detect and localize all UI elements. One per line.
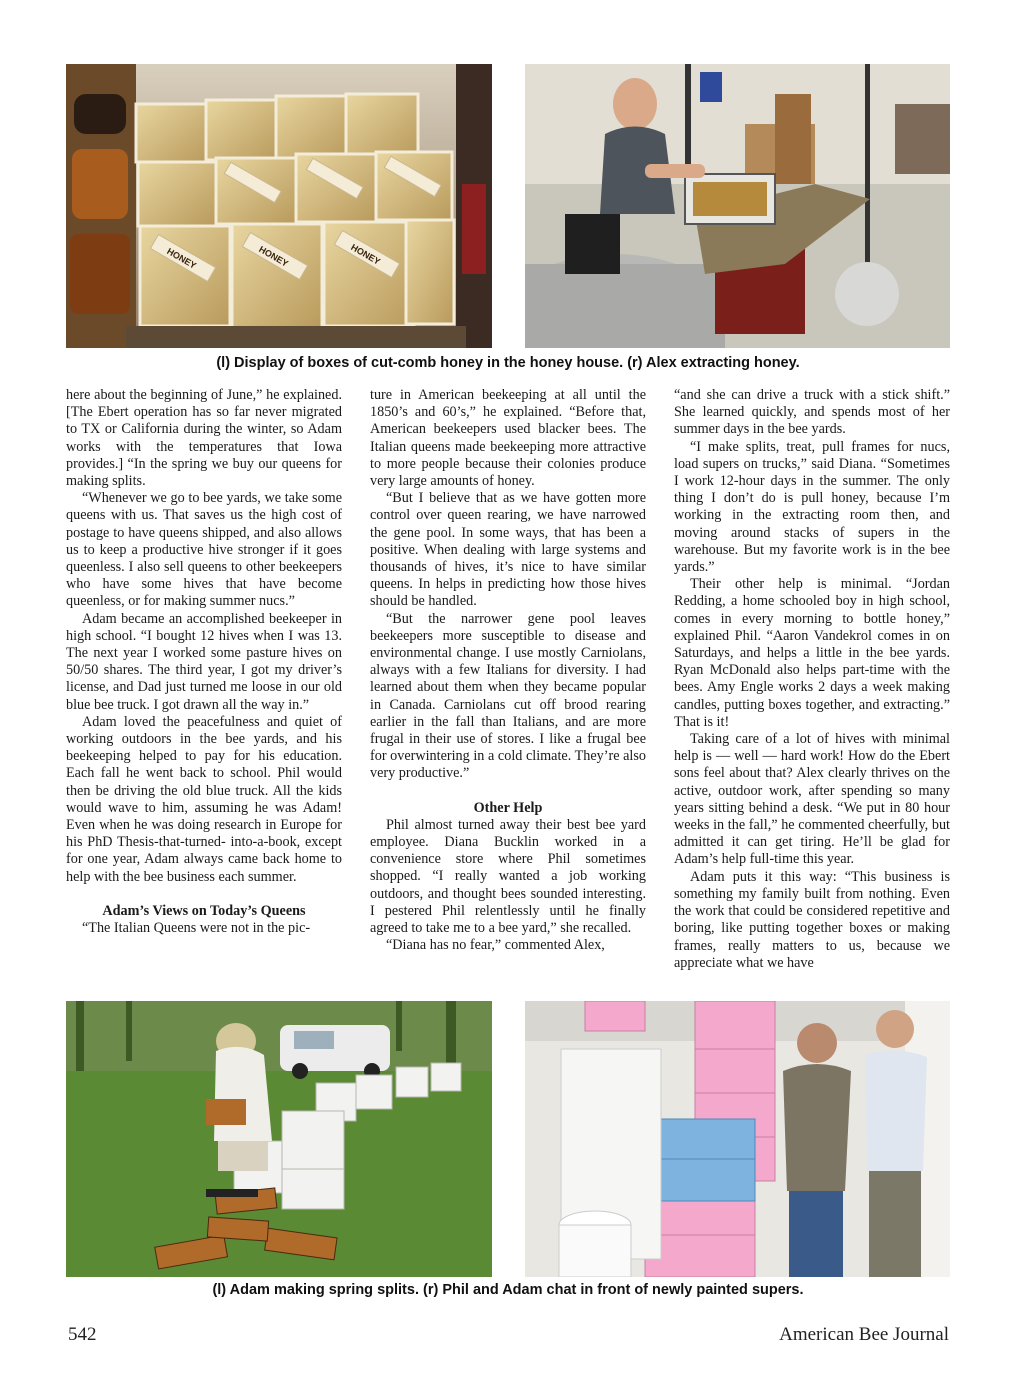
article-column-1 [66, 387, 342, 937]
paragraph: “I make splits, treat, pull frames for nucs, load supers on trucks,” said Diana. “Sometimes I work 12-hour days in the summer. The only thing I don’t do is pull honey, because I’m working in the extracting room then, and moving around stacks of supers in the warehouse. But my favorite work is in the bee yards.” [674, 438, 950, 576]
section-heading: Adam’s Views on Today’s Queens [102, 902, 306, 919]
svg-text:HONEY: HONEY [349, 242, 383, 267]
paragraph: “Diana has no fear,” commented Alex, [386, 937, 605, 954]
paragraph: “The Italian Queens were not in the pic- [82, 920, 311, 937]
paragraph: Adam became an accomplished beekeeper in high school. “I bought 12 hives when I was 13. The next year I worked some pasture hives on 50/50 shares. The third year, I got my driver’s license, and Dad just turned me loose in our old blue bee truck. I got drawn all the way in.” [66, 610, 342, 713]
paragraph: Phil almost turned away their best bee yard employee. Diana Bucklin worked in a convenience store where Phil sometimes shopped. “I really wanted a job working outdoors, and thought bees sounded interesting. I pestered Phil relentlessly until he finally agreed to take me to a bee yard,” she recalled. [370, 816, 646, 937]
article-column-3 [674, 387, 950, 972]
journal-name: American Bee Journal [779, 1324, 949, 1345]
paragraph: Adam loved the peacefulness and quiet of working outdoors in the bee yards, and his beekeeping helped to pay for his education. Each fall he went back to school. Phil would then be driving the old blue truck. All the kids would wave to him, assuming he was Adam! Even when he was doing research in Europe for his PhD Thesis-that-turned- into-a-book, except for one year, Adam always came back home to help with the bee business each summer. [66, 713, 342, 885]
top-photo-caption: (l) Display of boxes of cut-comb honey in the honey house. (r) Alex extracting honey. [216, 355, 800, 371]
article-column-2 [370, 387, 646, 955]
paragraph: here about the beginning of June,” he explained. [The Ebert operation has so far never migrated to TX or California during the winter, so Adam works with the temperatures that Iowa provides.] “In the spring we buy our queens for making splits. [66, 387, 342, 490]
page-number: 542 [68, 1324, 97, 1345]
photo-adam-spring-splits [66, 1001, 492, 1277]
paragraph: Adam puts it this way: “This business is something my family built from nothing. Even the work that could be considered repetitive and boring, like putting together boxes or making frames, really matters to us, because we appreciate what we have [674, 868, 950, 971]
paragraph: “Whenever we go to bee yards, we take some queens with us. That saves us the high cost of postage to have queens shipped, and also allows us to keep a productive hive stronger if it goes queenless. I also sell queens to other beekeepers who have some hives that have become queenless, or for making summer nucs.” [66, 490, 342, 610]
bottom-photo-caption: (l) Adam making spring splits. (r) Phil and Adam chat in front of newly painted supers. [212, 1282, 804, 1298]
section-heading: Other Help [473, 799, 543, 816]
paragraph: “But I believe that as we have gotten more control over queen rearing, we have narrowed the gene pool. In some ways, that has been a positive. When dealing with large systems and thousands of hives, it’s nice to have similar queens. In helps in predicting how those hives should be handled. [370, 490, 646, 610]
photo-honey-boxes [66, 64, 492, 348]
photo-alex-extracting [525, 64, 950, 348]
photo-phil-and-adam [525, 1001, 950, 1277]
paragraph: ture in American beekeeping at all until the 1850’s and 60’s,” he explained. “Before that, American beekeepers used blacker bees. The Italian queens made beekeeping more attractive to more people because their colonies produce very large amounts of honey. [370, 387, 646, 490]
paragraph: Taking care of a lot of hives with minimal help is — well — hard work! How do the Ebert sons feel about that? Alex clearly thrives on the active, outdoor work, after spending so many years sitting behind a desk. “We put in 80 hour weeks in the fall,” he commented cheerfully, but admitted it can get tiring. He’ll be glad for Adam’s help full-time this year. [674, 731, 950, 868]
paragraph: “But the narrower gene pool leaves beekeepers more susceptible to disease and environmental change. I use mostly Carniolans, always with a few Italians for diversity. I had learned about them when they became popular in Canada. Carniolans cut off brood rearing earlier in the fall than Italians, and are more frugal in their use of stores. I like a frugal bee for overwintering in a cold climate. They’re also very productive.” [370, 610, 646, 782]
svg-text:HONEY: HONEY [257, 244, 291, 269]
paragraph: “and she can drive a truck with a stick shift.” She learned quickly, and spends most of her summer days in the bee yards. [674, 387, 950, 438]
svg-text:HONEY: HONEY [165, 246, 199, 271]
paragraph: Their other help is minimal. “Jordan Redding, a home schooled boy in high school, comes in every morning to bottle honey,” explained Phil. “Aaron Vandekrol comes in on Saturdays, and helps a little in the bee yards. Ryan McDonald also helps part-time with the bees. Amy Engle works 2 days a week making candles, putting boxes together, and extracting.” That is it! [674, 576, 950, 730]
